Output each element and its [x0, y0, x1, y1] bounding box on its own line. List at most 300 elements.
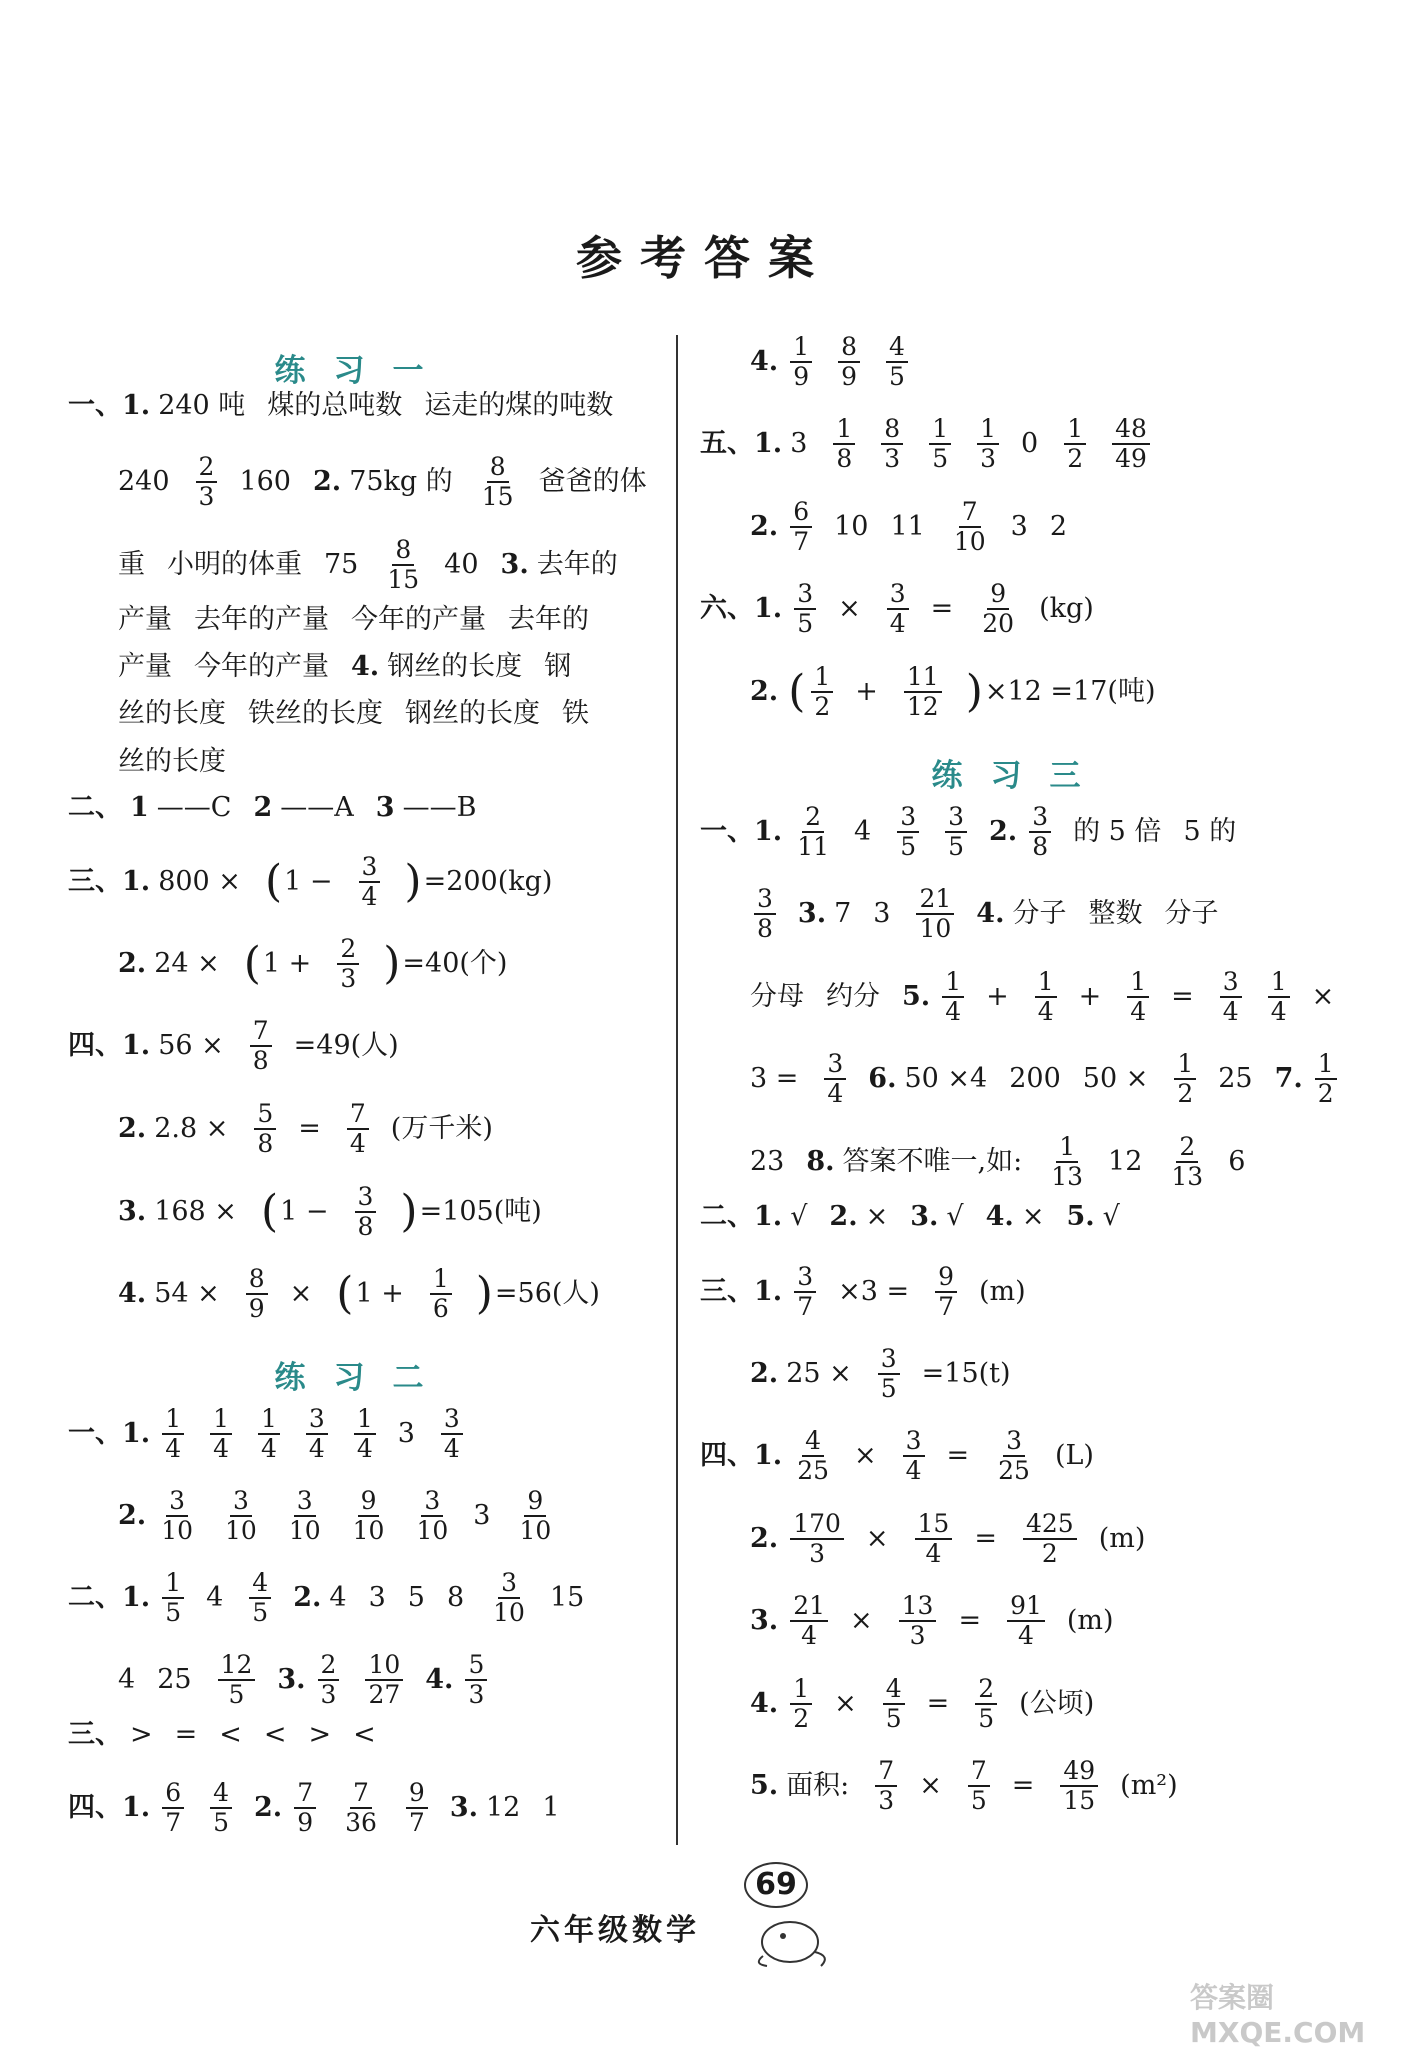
answer-text: 钢丝的长度: [387, 651, 523, 682]
question-number: 一、1.: [700, 816, 783, 847]
numerator: 7: [350, 1779, 372, 1809]
denominator: 3: [884, 444, 901, 473]
answer-text: 产量: [118, 604, 172, 635]
answer-line: [118, 603, 611, 637]
answer-text: 钢丝的长度: [405, 698, 540, 729]
answer-text: ×: [850, 1605, 873, 1636]
fraction: [904, 663, 942, 721]
question-number: 2.: [750, 1358, 779, 1389]
section-heading: 练习二: [274, 1360, 452, 1396]
numerator: 3: [878, 1345, 900, 1375]
answer-line: [68, 853, 574, 911]
question-number: 2.: [829, 1201, 858, 1232]
numerator: 3: [1003, 1427, 1025, 1457]
answer-line: [750, 968, 1356, 1026]
answer-text: ——B: [402, 792, 477, 823]
numerator: 3: [794, 580, 816, 610]
numerator: 2: [196, 453, 218, 483]
numerator: 3: [1029, 803, 1051, 833]
numerator: 1: [929, 415, 951, 445]
fraction: [1112, 415, 1150, 473]
denominator: 4: [827, 1079, 844, 1108]
watermark: 答案圈 MXQE.COM: [1190, 1981, 1366, 2049]
numerator: 9: [524, 1487, 546, 1517]
fraction: [318, 1651, 340, 1709]
numerator: 7: [959, 498, 981, 528]
answer-text: 56 ×: [158, 1030, 224, 1061]
answer-line: [750, 1675, 1116, 1733]
answer-text: 小明的体重: [167, 549, 302, 580]
fraction: [811, 663, 833, 721]
section-heading: 练习一: [274, 353, 452, 389]
answer-line: [750, 1050, 1359, 1108]
fraction: [196, 453, 218, 511]
parenthesis: ): [404, 856, 422, 907]
page-title: 参考答案: [576, 231, 832, 285]
answer-text: =: [174, 1719, 198, 1750]
answer-text: 铁: [562, 698, 589, 729]
numerator: 9: [987, 580, 1009, 610]
answer-text: 40: [444, 549, 479, 580]
numerator: 1: [977, 415, 999, 445]
answer-text: >: [130, 1719, 153, 1750]
answer-text: 丝的长度: [118, 698, 226, 729]
answer-text: 3: [368, 1582, 386, 1613]
section-heading: 练习三: [931, 758, 1109, 794]
fraction: [406, 1779, 428, 1837]
fraction: [218, 1651, 256, 1709]
answer-text: =: [946, 1440, 970, 1471]
question-number: 4.: [750, 346, 779, 377]
column-divider: [676, 335, 678, 1845]
answer-text: <: [353, 1719, 376, 1750]
answer-line: [700, 1427, 1116, 1485]
denominator: 5: [900, 832, 917, 861]
denominator: 12: [906, 692, 939, 721]
answer-text: ×: [838, 593, 861, 624]
answer-text: 爸爸的体: [538, 466, 647, 497]
numerator: 1: [1315, 1050, 1337, 1080]
answer-line: [700, 1200, 1142, 1234]
answer-text: (m): [1066, 1605, 1114, 1636]
answer-text: 5 的: [1183, 816, 1237, 847]
question-number: 5.: [750, 1770, 779, 1801]
denominator: 10: [953, 527, 986, 556]
question-number: 4.: [118, 1278, 147, 1309]
answer-text: 10: [834, 511, 869, 542]
numerator: 3: [294, 1487, 316, 1517]
numerator: 9: [358, 1487, 380, 1517]
answer-text: 8: [446, 1582, 465, 1613]
answer-text: ——C: [156, 792, 232, 823]
denominator: 4: [356, 1434, 373, 1463]
answer-text: 答案不唯一,如:: [842, 1146, 1023, 1177]
parenthesis: ): [383, 938, 401, 989]
answer-text: ×: [865, 1201, 889, 1232]
answer-line: [750, 1345, 1033, 1403]
answer-text: +: [986, 981, 1009, 1012]
fraction: [158, 1487, 196, 1545]
answer-line: [68, 1405, 485, 1463]
answer-text: 今年的产量: [194, 651, 329, 682]
answer-text: (m): [979, 1276, 1026, 1307]
answer-text: 约分: [826, 981, 880, 1012]
parenthesis: ): [965, 666, 983, 717]
fraction: [903, 1427, 925, 1485]
denominator: 3: [320, 1680, 337, 1709]
question-number: 二、1.: [68, 1582, 151, 1613]
denominator: 7: [165, 1808, 182, 1837]
answer-text: 运走的煤的吨数: [424, 390, 614, 421]
answer-text: 50 ×: [1082, 1063, 1149, 1094]
denominator: 10: [352, 1516, 385, 1545]
denominator: 5: [932, 444, 949, 473]
answer-text: =: [1171, 981, 1194, 1012]
answer-line: [118, 745, 248, 779]
denominator: 10: [493, 1598, 525, 1627]
denominator: 10: [161, 1516, 193, 1545]
answer-text: =56(人): [494, 1278, 600, 1309]
answer-text: 75kg 的: [349, 466, 453, 497]
answer-line: [750, 1510, 1167, 1568]
fraction: [254, 1100, 276, 1158]
question-number: 四、1.: [68, 1792, 151, 1823]
answer-line: [118, 536, 640, 594]
denominator: 5: [978, 1704, 995, 1733]
answer-text: (公顷): [1019, 1688, 1095, 1719]
parenthesis: (: [788, 666, 806, 717]
numerator: 6: [162, 1779, 184, 1809]
question-number: 8.: [806, 1146, 835, 1177]
denominator: 8: [357, 1212, 374, 1241]
fraction: [897, 803, 919, 861]
numerator: 3: [166, 1487, 188, 1517]
footer-grade-subject: 六年级数学: [530, 1913, 700, 1948]
answer-line: [68, 791, 498, 825]
answer-text: 54 ×: [154, 1278, 220, 1309]
denominator: 4: [905, 1456, 922, 1485]
question-number: 4.: [351, 651, 380, 682]
fraction: [935, 1263, 957, 1321]
denominator: 10: [919, 914, 952, 943]
denominator: 4: [443, 1434, 460, 1463]
fraction: [1035, 968, 1057, 1026]
answer-text: =: [974, 1523, 997, 1554]
question-number: 4.: [976, 898, 1005, 929]
answer-text: 800 ×: [158, 866, 241, 897]
fraction: [968, 1757, 990, 1815]
numerator: 425: [1023, 1510, 1077, 1540]
fraction: [479, 453, 517, 511]
denominator: 4: [361, 882, 378, 911]
numerator: 1: [162, 1569, 184, 1599]
page-number: 69: [744, 1862, 808, 1908]
numerator: 3: [897, 803, 919, 833]
question-number: 3.: [118, 1196, 147, 1227]
fraction: [790, 498, 812, 556]
numerator: 1: [354, 1405, 376, 1435]
answer-text: 7: [834, 898, 852, 929]
numerator: 1: [811, 663, 833, 693]
numerator: 3: [498, 1569, 520, 1599]
numerator: 3: [824, 1050, 846, 1080]
denominator: 5: [948, 832, 964, 861]
numerator: 7: [347, 1100, 369, 1130]
answer-text: (L): [1054, 1440, 1094, 1471]
numerator: 3: [1220, 968, 1242, 998]
numerator: 5: [465, 1651, 487, 1681]
fraction: [1315, 1050, 1337, 1108]
numerator: 4: [210, 1779, 232, 1809]
fraction: [246, 1265, 268, 1323]
denominator: 9: [248, 1294, 265, 1323]
seal-mascot-icon: [745, 1890, 835, 1970]
numerator: 1: [790, 333, 812, 363]
answer-text: 重: [118, 549, 145, 580]
denominator: 10: [288, 1516, 321, 1545]
question-number: 3.: [277, 1664, 306, 1695]
answer-text: 去年的: [536, 549, 618, 580]
numerator: 3: [794, 1263, 816, 1293]
numerator: 91: [1007, 1592, 1045, 1622]
answer-text: 5: [407, 1582, 425, 1613]
answer-text: 面积:: [786, 1770, 850, 1801]
question-number: 3.: [797, 898, 827, 929]
question-number: 一、1.: [68, 390, 151, 421]
question-number: 3.: [449, 1792, 478, 1823]
parenthesis: ): [475, 1268, 493, 1319]
fraction: [790, 1592, 828, 1650]
denominator: 25: [998, 1456, 1030, 1485]
numerator: 15: [915, 1510, 953, 1540]
fraction: [286, 1487, 324, 1545]
fraction: [886, 333, 908, 391]
denominator: 4: [349, 1129, 366, 1158]
answer-text: 50 ×4: [904, 1063, 988, 1094]
denominator: 2: [814, 692, 831, 721]
fraction: [306, 1405, 328, 1463]
answer-text: 200: [1009, 1063, 1061, 1094]
answer-text: 分子: [1164, 898, 1219, 929]
denominator: 7: [938, 1292, 955, 1321]
denominator: 10: [519, 1516, 552, 1545]
fraction: [929, 415, 951, 473]
answer-text: ×: [834, 1688, 857, 1719]
denominator: 49: [1115, 444, 1147, 473]
denominator: 3: [809, 1539, 825, 1568]
denominator: 20: [982, 609, 1015, 638]
answer-line: [118, 1265, 622, 1323]
denominator: 9: [793, 362, 810, 391]
answer-text: 25: [157, 1664, 192, 1695]
numerator: 2: [318, 1651, 340, 1681]
numerator: 4: [802, 1427, 824, 1457]
denominator: 10: [225, 1516, 257, 1545]
answer-text: 4: [118, 1664, 136, 1695]
numerator: 7: [250, 1017, 272, 1047]
fraction: [365, 1651, 403, 1709]
answer-text: 去年的产量: [194, 604, 329, 635]
fraction: [1048, 1133, 1086, 1191]
numerator: 1: [162, 1405, 184, 1435]
answer-text: =: [926, 1688, 950, 1719]
numerator: 2: [802, 803, 824, 833]
denominator: 13: [1051, 1162, 1084, 1191]
fraction: [1007, 1592, 1045, 1650]
answer-text: =40(个): [402, 948, 508, 979]
answer-line: [750, 885, 1240, 943]
denominator: 4: [1130, 997, 1147, 1026]
answer-text: 4: [329, 1582, 347, 1613]
answer-text: ——A: [280, 792, 354, 823]
denominator: 8: [1032, 832, 1049, 861]
question-number: 2.: [750, 511, 779, 542]
denominator: 5: [970, 1786, 987, 1815]
answer-line: [750, 1133, 1267, 1191]
question-number: 7.: [1274, 1063, 1303, 1094]
answer-text: 的 5 倍: [1073, 816, 1162, 847]
denominator: 15: [1063, 1786, 1096, 1815]
denominator: 5: [165, 1598, 182, 1627]
answer-text: 25 ×: [786, 1358, 852, 1389]
fraction: [342, 1779, 380, 1837]
numerator: 9: [935, 1263, 957, 1293]
numerator: 11: [904, 663, 942, 693]
numerator: 1: [1268, 968, 1290, 998]
answer-text: ×: [865, 1523, 889, 1554]
question-number: 3.: [750, 1605, 779, 1636]
question-number: 2.: [293, 1582, 322, 1613]
answer-text: =: [298, 1113, 321, 1144]
denominator: 6: [432, 1294, 449, 1323]
fraction: [516, 1487, 554, 1545]
question-number: 2.: [118, 948, 147, 979]
answer-text: 煤的总吨数: [267, 390, 403, 421]
fraction: [833, 415, 855, 473]
answer-text: ×12 =17(吨): [984, 676, 1156, 707]
numerator: 1: [1174, 1050, 1196, 1080]
numerator: 21: [916, 885, 954, 915]
denominator: 5: [885, 1704, 902, 1733]
fraction: [1023, 1510, 1077, 1568]
answer-text: 12: [486, 1792, 521, 1823]
fraction: [979, 580, 1017, 638]
parenthesis: (: [243, 938, 261, 989]
denominator: 4: [1018, 1621, 1034, 1650]
answer-line: [700, 415, 1172, 473]
numerator: 7: [968, 1757, 990, 1787]
denominator: 15: [481, 482, 514, 511]
fraction: [794, 580, 816, 638]
numerator: 12: [218, 1651, 256, 1681]
fraction: [384, 536, 422, 594]
answer-line: [118, 1651, 509, 1709]
denominator: 3: [198, 482, 215, 511]
answer-text: 2.8 ×: [154, 1113, 229, 1144]
parenthesis: (: [264, 856, 283, 907]
answer-text: 3: [1010, 511, 1028, 542]
denominator: 4: [801, 1621, 818, 1650]
denominator: 15: [387, 565, 420, 594]
question-number: 4.: [425, 1664, 454, 1695]
numerator: 1: [430, 1265, 452, 1295]
denominator: 8: [257, 1129, 274, 1158]
numerator: 1: [790, 1675, 812, 1705]
answer-text: 12: [1108, 1146, 1143, 1177]
question-number: 2.: [750, 1523, 779, 1554]
answer-line: [700, 1263, 1048, 1321]
answer-text: 分子: [1012, 898, 1067, 929]
fraction: [878, 1345, 900, 1403]
answer-text: 11: [890, 511, 925, 542]
answer-text: ×: [854, 1440, 877, 1471]
fraction: [465, 1651, 487, 1709]
answer-line: [68, 1017, 421, 1075]
fraction: [258, 1405, 280, 1463]
numerator: 2: [337, 935, 359, 965]
fraction: [977, 415, 999, 473]
fraction: [337, 935, 359, 993]
question-number: 二、1.: [700, 1201, 783, 1232]
answer-line: [700, 803, 1258, 861]
answer-text: 240: [118, 466, 170, 497]
denominator: 11: [797, 832, 829, 861]
fraction: [1174, 1050, 1196, 1108]
fraction: [354, 1405, 376, 1463]
numerator: 1: [833, 415, 855, 445]
numerator: 1: [1035, 968, 1057, 998]
answer-text: 0: [1021, 428, 1039, 459]
answer-text: =15(t): [921, 1358, 1011, 1389]
answer-text: 3: [397, 1418, 415, 1449]
answer-text: (kg): [1039, 593, 1094, 624]
answer-text: ×: [919, 1770, 942, 1801]
answer-text: 钢: [544, 651, 572, 682]
answer-text: 整数: [1088, 898, 1143, 929]
answer-line: [118, 1100, 515, 1158]
numerator: 21: [790, 1592, 828, 1622]
numerator: 3: [359, 853, 381, 883]
denominator: 8: [836, 444, 853, 473]
denominator: 25: [797, 1456, 829, 1485]
fraction: [1220, 968, 1242, 1026]
denominator: 5: [228, 1680, 245, 1709]
fraction: [951, 498, 989, 556]
fraction: [794, 1263, 816, 1321]
answer-text: =: [1011, 1770, 1035, 1801]
answer-line: [68, 1779, 582, 1837]
numerator: 2: [975, 1675, 997, 1705]
numerator: 9: [406, 1779, 428, 1809]
answer-line: [118, 697, 611, 731]
answer-text: ×: [1021, 1201, 1045, 1232]
fraction: [790, 1510, 844, 1568]
fraction: [1127, 968, 1149, 1026]
answer-text: 4: [854, 816, 872, 847]
answer-text: (m): [1098, 1523, 1146, 1554]
question-number: 三、1.: [68, 866, 151, 897]
answer-line: [118, 1487, 576, 1545]
numerator: 7: [294, 1779, 316, 1809]
fraction: [790, 333, 812, 391]
numerator: 3: [306, 1405, 328, 1435]
answer-text: <: [263, 1719, 287, 1750]
denominator: 4: [1222, 997, 1239, 1026]
answer-text: =105(吨): [419, 1196, 542, 1227]
answer-line: [750, 498, 1089, 556]
numerator: 3: [945, 803, 967, 833]
answer-text: 丝的长度: [118, 746, 226, 777]
